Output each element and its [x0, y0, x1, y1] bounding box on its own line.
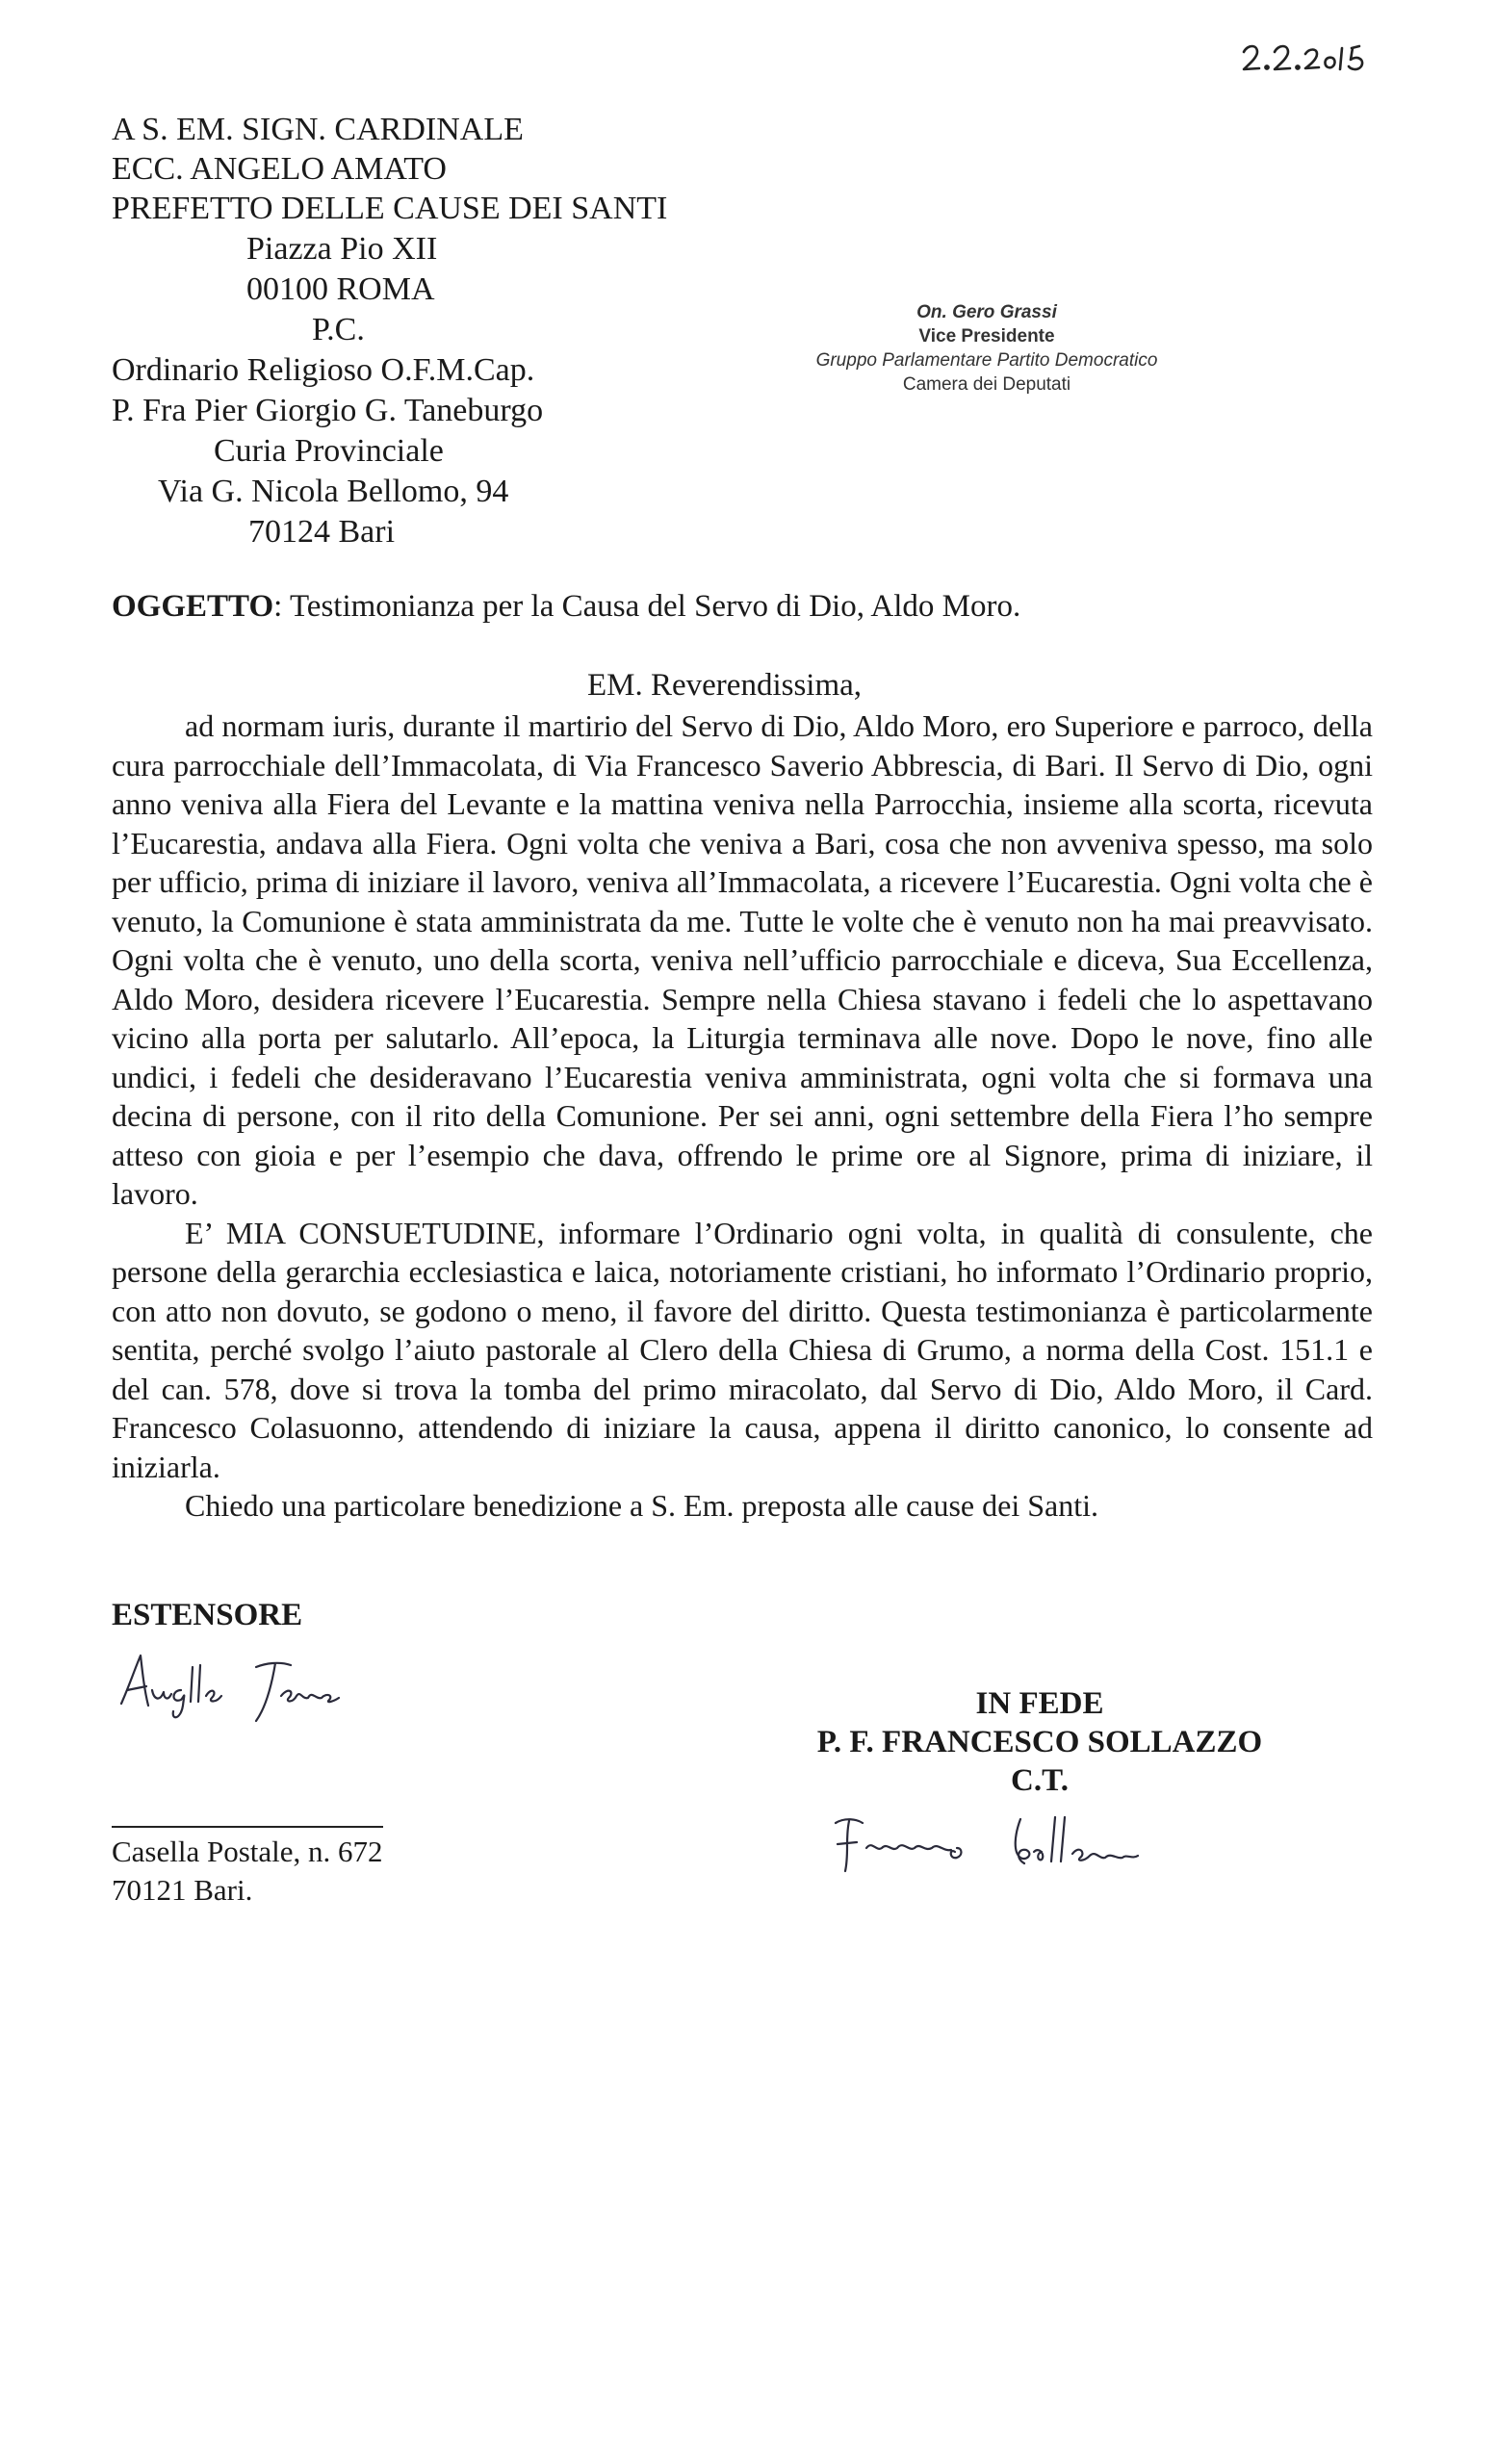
body-paragraph: E’ MIA CONSUETUDINE, informare l’Ordinario ogni volta, in qualità di consulente, che persone della gerarchia ecclesiastica e laica, notoriamente cristiani, ho informato l’Ordinario proprio, con atto non dovuto, se godono o meno, il favore del diritto. Questa testimonianza è particolarmente sentita, perché svolgo l’aiuto pastorale al Clero della Chiesa di Grumo, a norma della Cost. 151.1 e del can. 578, dove si trova la tomba del primo miracolato, dal Servo di Dio, Aldo Moro, il Card. Francesco Colasuonno, attendendo di iniziare la causa, appena il diritto canonico, lo consente ad iniziarla. — [112, 1215, 1373, 1484]
closing-block — [809, 1684, 1271, 1800]
estensore-signature — [112, 1648, 381, 1725]
recipient-line: Via G. Nicola Bellomo, 94 — [158, 474, 509, 509]
body-paragraph: Chiedo una particolare benedizione a S. Em. preposta alle cause dei Santi. — [185, 1488, 1098, 1523]
stamp-chamber: Camera dei Deputati — [902, 374, 1071, 395]
recipient-line: 00100 ROMA — [246, 271, 435, 307]
recipient-line: Ordinario Religioso O.F.M.Cap. — [112, 352, 535, 388]
footer-line: 70121 Bari. — [112, 1873, 253, 1907]
salutation: EM. Reverendissima, — [587, 668, 863, 703]
closing-signature — [828, 1810, 1251, 1877]
subject-text: : Testimonianza per la Causa del Servo di Dio, Aldo Moro. — [273, 589, 1021, 624]
estensore-label: ESTENSORE — [112, 1598, 303, 1632]
recipient-line: PREFETTO DELLE CAUSE DEI SANTI — [112, 191, 668, 226]
recipient-line: A S. EM. SIGN. CARDINALE — [112, 112, 524, 147]
recipient-line: Piazza Pio XII — [246, 231, 438, 267]
recipient-line: 70124 Bari — [248, 514, 396, 550]
recipient-line: Curia Provinciale — [214, 433, 444, 469]
recipient-line: P.C. — [312, 312, 365, 347]
closing-name: P. F. FRANCESCO SOLLAZZO — [816, 1725, 1263, 1759]
footer-divider — [112, 1826, 383, 1828]
subject-line — [112, 589, 1020, 625]
recipient-line: P. Fra Pier Giorgio G. Taneburgo — [112, 393, 544, 428]
body-paragraph: ad normam iuris, durante il martirio del Servo di Dio, Aldo Moro, ero Superiore e parroco, della cura parrocchiale dell’Immacolata, di Via Francesco Saverio Abbrescia, di Bari. Il Servo di Dio, ogni anno veniva alla Fiera del Levante e la mattina veniva nella Parrocchia, insieme alla scorta, ricevuta l’Eucarestia, andava alla Fiera. Ogni volta che veniva a Bari, cosa che non avveniva spesso, ma solo per ufficio, prima di iniziare il lavoro, veniva all’Immacolata, a ricevere l’Eucarestia. Ogni volta che è venuto, la Comunione è stata amministrata da me. Tutte le volte che è venuto non ha mai preavvisato. Ogni volta che è venuto, uno della scorta, veniva nell’ufficio parrocchiale e diceva, Sua Eccellenza, Aldo Moro, desidera ricevere l’Eucarestia. Sempre nella Chiesa stavano i fedeli che lo aspettavano vicino alla porta per salutarlo. All’epoca, la Liturgia terminava alle nove. Dopo le nove, fino alle undici, i fedeli che desideravano l’Eucarestia veniva amministrata, ogni volta che si formava una decina di persone, con il rito della Comunione. Per sei anni, ogni settembre della Fiera l’ho sempre atteso con gioia e per l’esempio che dava, offrendo le prime ore al Signore, prima di iniziare, il lavoro. — [112, 708, 1373, 1211]
stamp-group: Gruppo Parlamentare Partito Democratico — [815, 350, 1158, 371]
stamp-role: Vice Presidente — [918, 326, 1055, 346]
handwritten-date — [1240, 38, 1375, 77]
footer-line: Casella Postale, n. 672 — [112, 1835, 383, 1868]
closing-title: C.T. — [1011, 1763, 1069, 1798]
closing-infede: IN FEDE — [975, 1686, 1104, 1721]
footer-address — [112, 1833, 383, 1910]
stamp-name: On. Gero Grassi — [916, 302, 1057, 322]
letter-body — [112, 706, 1373, 1526]
deputy-stamp — [770, 300, 1203, 397]
subject-label: OGGETTO — [112, 589, 274, 624]
recipient-line: ECC. ANGELO AMATO — [112, 151, 447, 187]
